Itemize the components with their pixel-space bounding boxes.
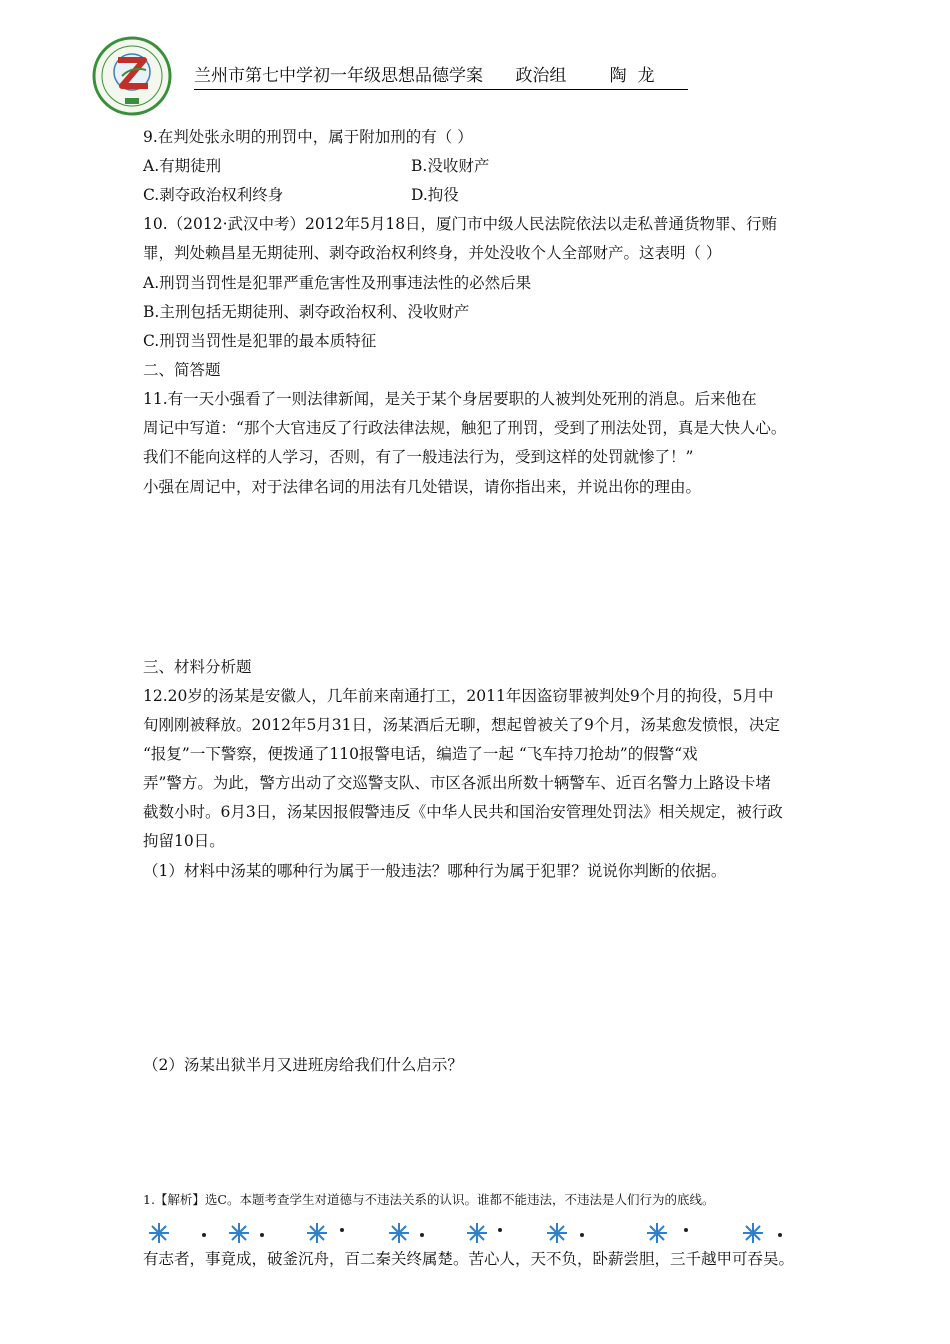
question-10-option-a: A.刑罚当罚性是犯罪严重危害性及刑事违法性的必然后果 <box>143 274 532 292</box>
page-header <box>194 64 688 90</box>
snowflake-icon <box>148 1222 170 1244</box>
snowflake-icon <box>388 1222 410 1244</box>
question-9-options-row-1 <box>143 155 823 177</box>
question-12-sub-2: （2）汤某出狱半月又进班房给我们什么启示？ <box>143 1056 463 1074</box>
decoration-dot <box>202 1233 206 1237</box>
option-d: D.拘役 <box>411 186 459 204</box>
school-emblem-icon <box>92 36 172 116</box>
section-3-title: 三、材料分析题 <box>143 658 252 676</box>
question-10-line: 罪，判处赖昌星无期徒刑、剥夺政治权利终身，并处没收个人全部财产。这表明（ ） <box>143 244 722 262</box>
snowflake-icon <box>306 1222 328 1244</box>
snowflake-decoration <box>148 1222 808 1246</box>
teacher-name: 陶 龙 <box>609 66 655 86</box>
motto-line: 有志者，事竟成，破釜沉舟，百二秦关终属楚。苦心人，天不负，卧薪尝胆，三千越甲可吞吴。 <box>143 1250 795 1268</box>
decoration-dot <box>580 1233 584 1237</box>
snowflake-icon <box>742 1222 764 1244</box>
option-a: A.有期徒刑 <box>143 157 222 175</box>
question-11-line: 我们不能向这样的人学习，否则，有了一般违法行为，受到这样的处罚就惨了！” <box>143 448 694 466</box>
decoration-dot <box>778 1233 782 1237</box>
decoration-dot <box>340 1228 344 1232</box>
question-12-sub-1: （1）材料中汤某的哪种行为属于一般违法？哪种行为属于犯罪？说说你判断的依据。 <box>143 862 727 880</box>
question-12-line: “报复”一下警察，便拨通了110报警电话，编造了一起 “飞车持刀抢劫”的假警“戏 <box>143 745 698 763</box>
question-12-line: 弄”警方。为此，警方出动了交巡警支队、市区各派出所数十辆警车、近百名警力上路设卡堵 <box>143 774 771 792</box>
section-2-title: 二、简答题 <box>143 361 221 379</box>
question-10-line: 10.（2012·武汉中考）2012年5月18日，厦门市中级人民法院依法以走私普通货物罪、行贿 <box>143 215 778 233</box>
question-12-line: 12.20岁的汤某是安徽人，几年前来南通打工，2011年因盗窃罪被判处9个月的拘役，5月中 <box>143 687 774 705</box>
question-11-line: 周记中写道：“那个大官违反了行政法律法规，触犯了刑罚，受到了刑法处罚，真是大快人心。 <box>143 419 787 437</box>
option-b: B.没收财产 <box>411 157 490 175</box>
question-12-line: 截数小时。6月3日，汤某因报假警违反《中华人民共和国治安管理处罚法》相关规定，被行政 <box>143 803 783 821</box>
question-12-line: 拘留10日。 <box>143 832 225 850</box>
snowflake-icon <box>646 1222 668 1244</box>
decoration-dot <box>420 1233 424 1237</box>
question-10-option-b: B.主刑包括无期徒刑、剥夺政治权利、没收财产 <box>143 303 470 321</box>
snowflake-icon <box>466 1222 488 1244</box>
question-11-line: 11.有一天小强看了一则法律新闻，是关于某个身居要职的人被判处死刑的消息。后来他在 <box>143 390 757 408</box>
decoration-dot <box>684 1228 688 1232</box>
decoration-dot <box>260 1233 264 1237</box>
snowflake-icon <box>546 1222 568 1244</box>
question-12-line: 旬刚刚被释放。2012年5月31日，汤某酒后无聊，想起曾被关了9个月，汤某愈发愤恨，决定 <box>143 716 780 734</box>
answer-footnote: 1.【解析】选C。本题考查学生对道德与不违法关系的认识。谁都不能违法，不违法是人们行为的底线。 <box>143 1192 715 1207</box>
question-9-options-row-2 <box>143 184 823 206</box>
school-title: 兰州市第七中学初一年级思想品德学案 <box>194 66 483 86</box>
group-name: 政治组 <box>515 66 567 86</box>
question-11-line: 小强在周记中，对于法律名词的用法有几处错误，请你指出来，并说出你的理由。 <box>143 478 702 496</box>
snowflake-icon <box>228 1222 250 1244</box>
question-10-option-c: C.刑罚当罚性是犯罪的最本质特征 <box>143 332 377 350</box>
option-c: C.剥夺政治权利终身 <box>143 186 284 204</box>
question-9-stem: 9.在判处张永明的刑罚中，属于附加刑的有（ ） <box>143 128 473 146</box>
decoration-dot <box>498 1228 502 1232</box>
